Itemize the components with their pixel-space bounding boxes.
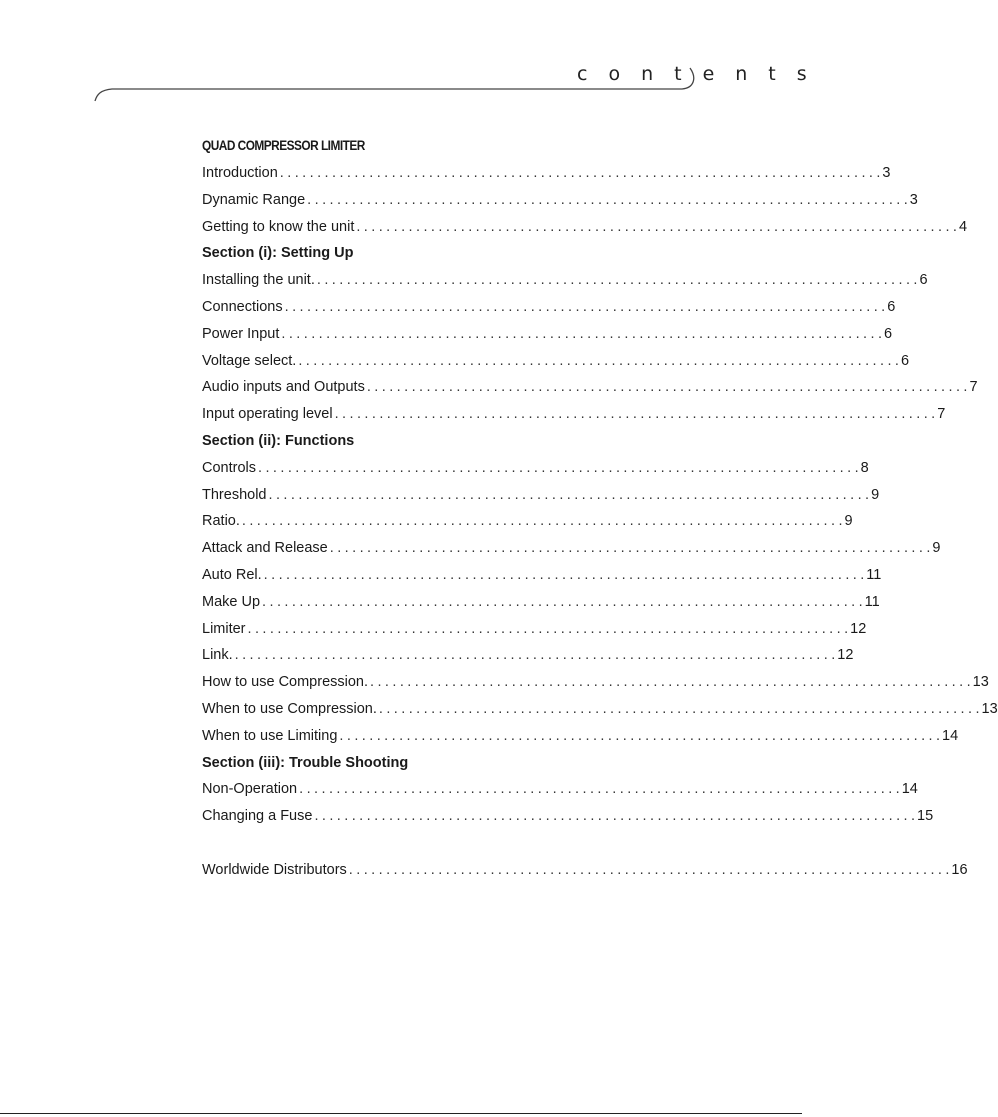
- toc-entry[interactable]: [202, 267, 928, 294]
- toc-entry-page-number: 7: [969, 379, 978, 396]
- toc-entry-page-number: 14: [942, 727, 959, 744]
- toc-entry-label: Threshold: [202, 486, 267, 503]
- toc-entry[interactable]: [202, 160, 891, 187]
- toc-entry[interactable]: [202, 214, 968, 241]
- toc-entry[interactable]: [202, 401, 946, 428]
- dot-leader: [235, 642, 836, 669]
- toc-entry-page-number: 9: [844, 513, 853, 530]
- toc-entry-label: Getting to know the unit: [202, 218, 355, 235]
- toc-entry-page-number: 8: [860, 459, 869, 476]
- toc-entry-page-number: 6: [884, 325, 893, 342]
- toc-entry-label: When to use Limiting: [202, 727, 338, 744]
- header-rule: [0, 0, 802, 120]
- dot-leader: [339, 723, 940, 750]
- dot-leader: [299, 776, 900, 803]
- dot-leader: [264, 562, 865, 589]
- toc-entry[interactable]: [202, 803, 934, 830]
- toc-entry-page-number: 3: [882, 165, 891, 181]
- dot-leader: [349, 857, 950, 884]
- toc-entry-label: Worldwide Distributors: [202, 861, 347, 878]
- toc-entry-label: Auto Rel.: [202, 566, 262, 583]
- dot-leader: [298, 348, 899, 375]
- toc-entry-page-number: 6: [900, 352, 910, 369]
- dot-leader: [280, 160, 881, 187]
- dot-leader: [335, 401, 936, 428]
- toc-entry-label: Non-Operation: [202, 781, 298, 798]
- toc-entry-page-number: 12: [850, 620, 867, 637]
- toc-entry-page-number: 9: [871, 486, 880, 503]
- dot-leader: [317, 267, 918, 294]
- toc-entry-page-number: 4: [958, 218, 968, 235]
- toc-entry-page-number: 9: [932, 540, 941, 557]
- toc-entry-label: Power Input: [202, 325, 280, 342]
- toc-entry-label: Attack and Release: [202, 540, 328, 557]
- dot-leader: [242, 508, 843, 535]
- toc-entry[interactable]: [202, 455, 869, 482]
- toc-entry-page-number: 13: [981, 700, 998, 717]
- toc-entry[interactable]: [202, 723, 959, 750]
- toc-entry-label: Voltage select.: [202, 352, 297, 369]
- toc-entry-label: Dynamic Range: [202, 191, 306, 208]
- toc-section-heading: Section (i): Setting Up: [202, 245, 354, 262]
- toc-entry-label: When to use Compression.: [202, 700, 377, 717]
- toc-entry[interactable]: [202, 321, 893, 348]
- toc-entry-page-number: 11: [864, 593, 880, 610]
- toc-entry[interactable]: [202, 562, 882, 589]
- toc-entry[interactable]: [202, 374, 978, 401]
- toc-entry[interactable]: [202, 776, 918, 803]
- dot-leader: [330, 535, 931, 562]
- toc-entry-label: How to use Compression.: [202, 674, 369, 691]
- toc-entry-page-number: 16: [951, 861, 968, 878]
- toc-entry-label: Controls: [202, 459, 256, 476]
- toc-entry-label: Limiter: [202, 620, 246, 637]
- toc-entry-page-number: 6: [887, 298, 896, 315]
- toc-entry-label: Ratio.: [202, 513, 240, 530]
- toc-entry[interactable]: [202, 696, 998, 723]
- dot-leader: [281, 321, 882, 348]
- dot-leader: [268, 482, 869, 509]
- page-title: contents: [577, 63, 828, 85]
- toc-entry-label: Link.: [202, 647, 233, 664]
- dot-leader: [379, 696, 980, 723]
- toc-section-heading: Section (ii): Functions: [202, 432, 355, 449]
- toc-entry-label: Connections: [202, 298, 283, 315]
- dot-leader: [262, 589, 863, 616]
- toc-entry-label: Changing a Fuse: [202, 808, 313, 825]
- dot-leader: [356, 214, 957, 241]
- footer-rule: [0, 1113, 802, 1114]
- toc-entry-label: Input operating level: [202, 406, 333, 423]
- toc-entry-page-number: 15: [917, 808, 934, 825]
- toc-body: [202, 160, 998, 884]
- dot-leader: [285, 294, 886, 321]
- dot-leader: [367, 374, 968, 401]
- dot-leader: [258, 455, 859, 482]
- toc-entry[interactable]: [202, 294, 896, 321]
- toc-entry-label: Introduction: [202, 165, 278, 181]
- toc-entry[interactable]: [202, 482, 880, 509]
- toc-entry[interactable]: [202, 589, 880, 616]
- toc-heading: QUAD COMPRESSOR LIMITER: [202, 138, 365, 153]
- toc-entry-label: Installing the unit.: [202, 272, 315, 289]
- toc-entry-label: Audio inputs and Outputs: [202, 379, 365, 396]
- toc-entry[interactable]: [202, 669, 989, 696]
- toc-entry[interactable]: [202, 642, 854, 669]
- toc-entry[interactable]: [202, 857, 968, 884]
- toc-spacer: [202, 830, 680, 857]
- toc-entry-page-number: 14: [901, 781, 918, 798]
- toc-entry-page-number: 13: [972, 674, 989, 691]
- toc-entry-page-number: 11: [866, 566, 882, 583]
- table-of-contents: [202, 136, 998, 884]
- toc-entry[interactable]: [202, 508, 853, 535]
- toc-entry-page-number: 12: [837, 647, 854, 664]
- toc-entry[interactable]: [202, 348, 910, 375]
- dot-leader: [307, 187, 908, 214]
- toc-entry[interactable]: [202, 187, 918, 214]
- toc-entry[interactable]: [202, 535, 941, 562]
- dot-leader: [314, 803, 915, 830]
- toc-entry-label: Make Up: [202, 593, 261, 610]
- dot-leader: [248, 616, 849, 643]
- toc-section-heading: Section (iii): Trouble Shooting: [202, 754, 409, 771]
- toc-entry[interactable]: [202, 616, 867, 643]
- dot-leader: [370, 669, 971, 696]
- toc-entry-page-number: 3: [909, 191, 918, 208]
- toc-entry-page-number: 6: [919, 272, 928, 289]
- toc-entry-page-number: 7: [937, 406, 946, 423]
